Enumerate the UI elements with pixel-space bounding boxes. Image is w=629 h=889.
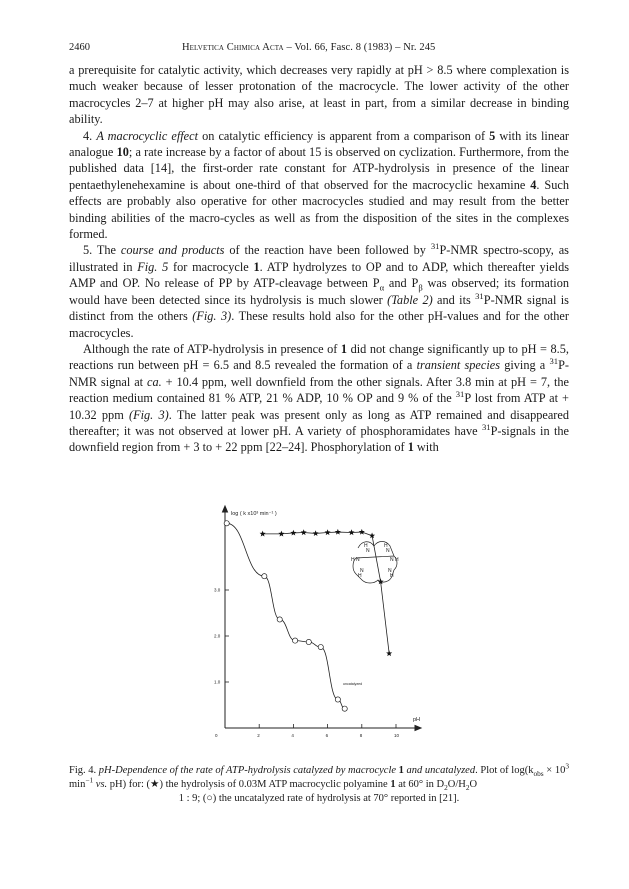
uncatalyzed-point-6 bbox=[335, 697, 340, 702]
uncatalyzed-point-7 bbox=[342, 706, 347, 711]
y-tick-label-2: 3.0 bbox=[214, 587, 221, 593]
catalyzed-point-4 bbox=[313, 530, 319, 536]
uncatalyzed-label: uncatalyzed bbox=[343, 682, 363, 686]
catalyzed-point-3 bbox=[301, 529, 307, 535]
catalyzed-point-8 bbox=[359, 529, 365, 535]
catalyzed-point-0 bbox=[260, 531, 266, 537]
catalyzed-point-6 bbox=[335, 529, 341, 535]
chart-axes bbox=[223, 506, 422, 731]
macro-h-1: H bbox=[364, 543, 368, 549]
x-tick-label-0: 0 bbox=[215, 733, 218, 738]
macro-h-6: H bbox=[390, 573, 394, 579]
catalyzed-point-5 bbox=[325, 529, 331, 535]
y-axis-label: log ( k x10³ min⁻¹ ) bbox=[231, 511, 277, 517]
paragraph-2: 4. A macrocyclic effect on catalytic efficiency is apparent from a comparison of 5 with its linear analogue 10; a rate increase by a factor of about 15 is observed on cyclization. Furthermore, from the published data [14], the first-order rate constant for ATP-hydrolysis in presence of the linear pentaethylenehexamine is about one-third of that observed for the macrocyclic hexamine 4. Such effects are probably also operative for other macrocycles studied and may result from the better binding abilities of the macro-cycles as well as from the disposition of the sites in the complexes formed. bbox=[69, 128, 570, 242]
catalyzed-point-2 bbox=[290, 530, 296, 536]
x-tick-label-4: 8 bbox=[359, 733, 363, 738]
journal-name: Helvetica Chimica Acta bbox=[182, 42, 284, 53]
paragraph-3: 5. The course and products of the reaction have been followed by $^{31}$P-NMR spectro-scopy, as illustrated in Fig. 5 for macrocycle 1. ATP hydrolyzes to OP and to ADP, which thereafter yields AMP and OP. No release of PP by ATP-cleavage between $P_\alpha$ and $P_\beta$ was observed; its formation would have been detected since its hydrolysis is much slower (Table 2) and its $^{31}$P-NMR signal is distinct from the others (Fig. 3). These results hold also for the other pH-values and for the other macrocycles. bbox=[69, 241, 570, 340]
uncatalyzed-point-5 bbox=[318, 644, 323, 649]
body-text bbox=[69, 62, 569, 456]
figure-caption bbox=[69, 761, 570, 806]
catalyzed-path bbox=[263, 532, 390, 653]
caption-line-1: Fig. 4. pH-Dependence of the rate of ATP-hydrolysis catalyzed by macrocycle 1 and uncatalyzed. Plot of $\log(k_{obs} \times 10^3$ $\min^{-1}$ vs. pH) for: (★) the hydrolysis of 0.03M ATP macrocyclic polyamine 1 at 60° in $D_2O/H_2O$ bbox=[69, 761, 570, 793]
x-tick-label-2: 4 bbox=[291, 733, 294, 738]
y-tick-label-0: 1.0 bbox=[214, 679, 221, 685]
uncatalyzed-point-3 bbox=[293, 638, 298, 643]
page-number: 2460 bbox=[69, 42, 90, 53]
uncatalyzed-point-4 bbox=[306, 639, 311, 644]
uncatalyzed-point-1 bbox=[262, 574, 267, 579]
catalyzed-point-11 bbox=[386, 650, 392, 656]
catalyzed-point-7 bbox=[349, 529, 355, 535]
x-axis-arrow bbox=[415, 726, 421, 731]
y-axis-arrow bbox=[223, 506, 228, 512]
macro-h-3: H bbox=[351, 557, 355, 563]
volume-info: – Vol. 66, Fasc. 8 (1983) – Nr. 245 bbox=[283, 42, 436, 53]
caption-line-2: 1 : 9; (○) the uncatalyzed rate of hydrolysis at 70° reported in [21]. bbox=[178, 793, 460, 804]
chart-ticks bbox=[214, 588, 400, 738]
figure-4-chart bbox=[198, 498, 428, 743]
uncatalyzed-point-2 bbox=[277, 617, 282, 622]
x-axis-label: pH bbox=[413, 717, 421, 723]
macro-n-5: N bbox=[360, 568, 364, 574]
macrocycle-structure bbox=[351, 542, 399, 584]
paragraph-4: Although the rate of ATP-hydrolysis in presence of 1 did not change significantly up to pH = 8.5, reactions run between pH = 6.5 and 8.5 revealed the formation of a transient species giving a $^{31}$P-NMR signal at ca. + 10.4 ppm, well downfield from the other signals. After 3.8 min at pH = 7, the reaction medium contained 81 % ATP, 21 % ADP, 10 % OP and 9 % of the $^{31}$P lost from ATP at + 10.32 ppm (Fig. 3). The latter peak was present only as long as ATP remained and disappeared thereafter; it was not observed at lower pH. A variety of phosphoramidates have $^{31}$P-signals in the downfield region from + 3 to + 22 ppm [22–24]. Phosphorylation of 1 with bbox=[69, 341, 570, 455]
paragraph-1: a prerequisite for catalytic activity, which decreases very rapidly at pH > 8.5 where complexation is much weaker because of lesser protonation of the macrocycle. The lower activity of the other macrocycles 2–7 at higher pH may also arise, at least in part, from a similar decrease in binding ability. bbox=[69, 63, 569, 127]
catalyzed-curve bbox=[263, 532, 390, 653]
x-tick-label-1: 2 bbox=[257, 733, 260, 738]
uncatalyzed-curve bbox=[227, 523, 345, 708]
macro-h-4: H bbox=[395, 557, 399, 563]
uncatalyzed-point-0 bbox=[224, 521, 229, 526]
y-tick-label-1: 2.0 bbox=[214, 633, 221, 639]
journal-line bbox=[182, 41, 435, 54]
x-tick-label-3: 6 bbox=[325, 733, 329, 738]
x-tick-label-5: 10 bbox=[394, 733, 400, 738]
macro-n-2: N bbox=[386, 548, 390, 554]
macro-h-2: H bbox=[384, 543, 388, 549]
macro-n-1: N bbox=[366, 548, 370, 554]
uncatalyzed-path bbox=[227, 523, 345, 708]
macro-n-4: N bbox=[390, 557, 394, 563]
macro-n-6: N bbox=[388, 568, 392, 574]
macro-h-5: H bbox=[358, 573, 362, 579]
catalyzed-point-1 bbox=[278, 531, 284, 537]
macro-n-3: N bbox=[356, 557, 360, 563]
